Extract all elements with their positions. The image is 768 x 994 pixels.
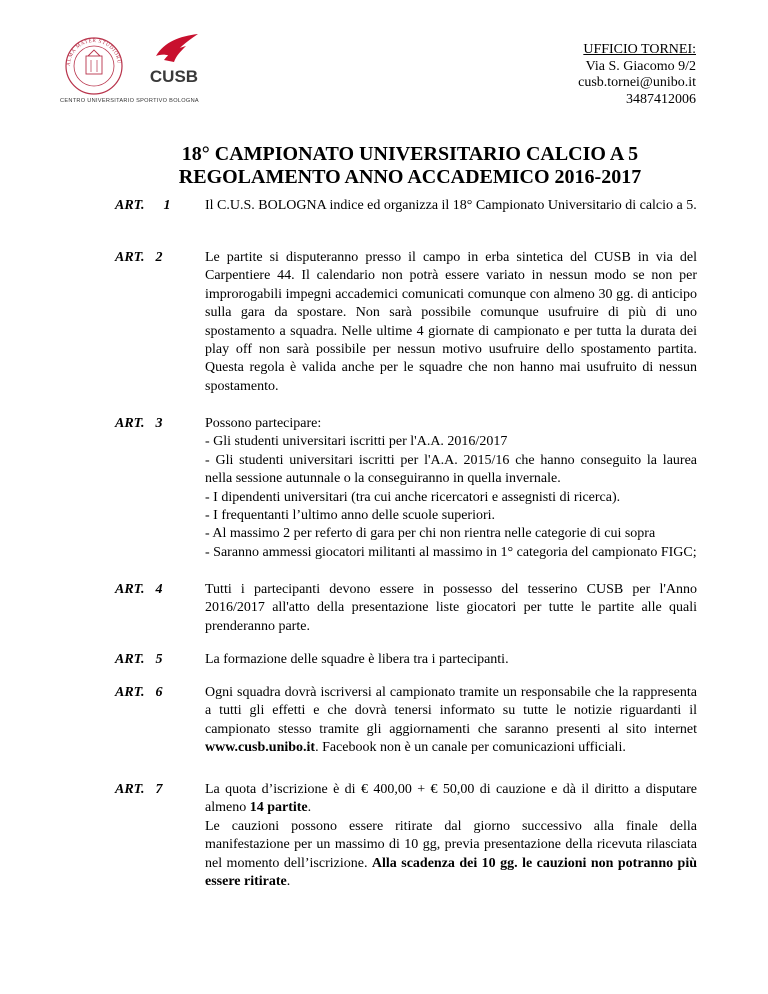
svg-text:ALMA MATER STUDIORUM xyxy=(58,30,122,66)
article-paragraph: Le cauzioni possono essere ritirate dal giorno successivo alla finale della manifestazione per un massimo di 10 gg, previa presentazione della ricevuta rilasciata nel momento dell’iscrizione. Alla scadenza dei 10 gg. le cauzioni non potranno più essere ritirate. xyxy=(205,818,698,890)
list-line: - I dipendenti universitari (tra cui anche ricercatori e assegnisti di ricerca). xyxy=(205,489,621,505)
article-text: Tutti i partecipanti devono essere in possesso del tesserino CUSB per l'Anno 2016/2017 all'atto della presentazione liste giocatori per tutte le partite alle quali prenderanno parte. xyxy=(205,582,697,634)
article-text: Le partite si disputeranno presso il campo in erba sintetica del CUSB in via del Carpentiere 44. Il calendario non potrà essere variato in nessun modo se non per improrogabili impegni accademici comunicati comunque con almeno 30 gg. di anticipo sulla gara da spostare. Non sarà possibile comunque usufruire di più di uno spostamento a squadra. Nelle ultime 4 giornate di campionato e per tutta la durata dei play off non sarà possibile per nessun motivo usufruire dello spostamento partita. Questa regola è valida anche per le squadre che non hanno mai usufruito di nessun spostamento. xyxy=(205,250,697,394)
document-title xyxy=(120,143,700,189)
article-label: ART. 3 xyxy=(115,416,163,431)
article-text xyxy=(205,415,697,562)
article-label: ART. 2 xyxy=(115,250,163,265)
office-contact-block xyxy=(578,42,696,108)
title-line-2: REGOLAMENTO ANNO ACCADEMICO 2016-2017 xyxy=(178,166,642,188)
article-text: Il C.U.S. BOLOGNA indice ed organizza il 18° Campionato Universitario di calcio a 5. xyxy=(205,198,697,213)
header-logos xyxy=(58,30,228,110)
list-line: - Al massimo 2 per referto di gara per chi non rientra nelle categorie di cui sopra xyxy=(205,526,656,542)
article-paragraph: La quota d’iscrizione è di € 400,00 + € 50,00 di cauzione e dà il diritto a disputare almeno 14 partite. xyxy=(205,782,697,816)
office-email: cusb.tornei@unibo.it xyxy=(578,75,696,90)
article-text: La formazione delle squadre è libera tra i partecipanti. xyxy=(205,652,509,667)
article-text xyxy=(205,781,697,891)
list-line: Possono partecipare: xyxy=(205,416,322,431)
list-line: - I frequentanti l’ultimo anno delle scuole superiori. xyxy=(205,508,496,524)
article-text: Ogni squadra dovrà iscriversi al campionato tramite un responsabile che la rappresenta a tutti gli effetti e che dovrà tenersi informato su tutte le notizie riguardanti il campionato stesso tramite gli aggiornamenti che saranno presenti al sito internet www.cusb.unibo.it. Facebook non è un canale per comunicazioni ufficiali. xyxy=(205,685,697,756)
title-line-1: 18° CAMPIONATO UNIVERSITARIO CALCIO A 5 xyxy=(181,143,639,165)
article-label: ART. 1 xyxy=(115,198,171,213)
seal-text: ALMA MATER STUDIORU xyxy=(65,37,122,67)
list-line: - Saranno ammessi giocatori militanti al massimo in 1° categoria del campionato FIGC; xyxy=(205,544,697,560)
article-label: ART. 7 xyxy=(115,782,163,797)
cusb-brand-logo xyxy=(146,32,202,88)
office-phone: 3487412006 xyxy=(626,91,696,107)
logo-caption: CENTRO UNIVERSITARIO SPORTIVO BOLOGNA xyxy=(60,98,199,104)
article-label: ART. 6 xyxy=(115,685,163,700)
list-line: - Gli studenti universitari iscritti per l'A.A. 2016/2017 xyxy=(205,434,508,450)
office-address: Via S. Giacomo 9/2 xyxy=(585,58,696,74)
list-line: - Gli studenti universitari iscritti per l'A.A. 2015/16 che hanno conseguito la laurea nella sessione autunnale o la conseguiranno in quella invernale. xyxy=(205,452,697,487)
website-link[interactable]: www.cusb.unibo.it xyxy=(205,740,316,756)
cusb-wordmark: CUSB xyxy=(149,67,199,86)
article-label: ART. 4 xyxy=(115,582,163,597)
article-label: ART. 5 xyxy=(115,652,163,667)
office-title: UFFICIO TORNEI: xyxy=(583,42,696,57)
